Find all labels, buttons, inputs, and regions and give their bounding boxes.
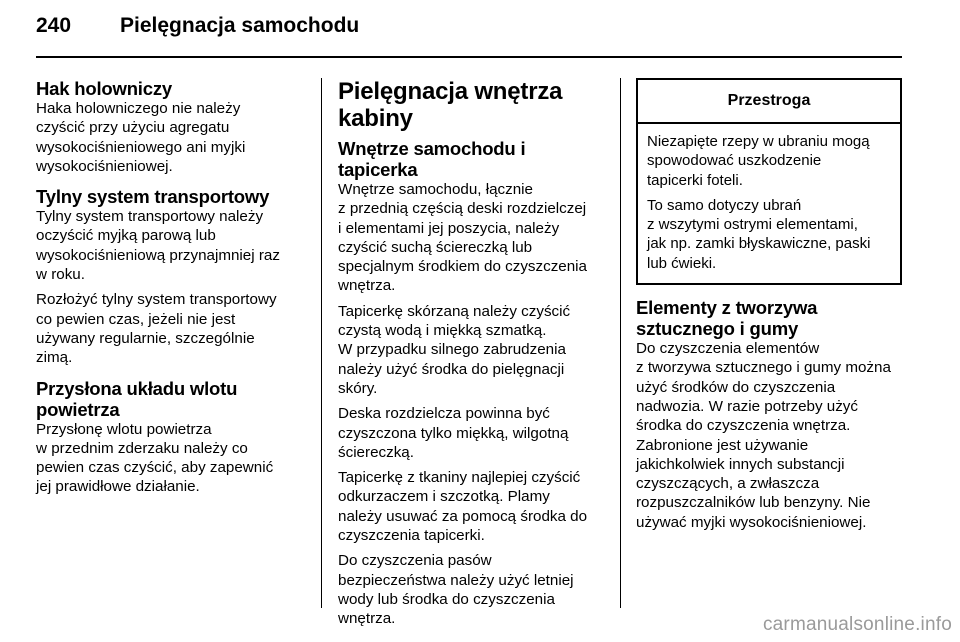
paragraph: Do czyszczenia elementów z tworzywa sztucznego i gumy można użyć środków do czyszczenia nadwozia. W razie potrzeby użyć środka do czyszczenia wnętrza. Zabronione jest używanie jakichkolwiek innych substancji czyszczących, a zwłaszcza rozpuszczalników lub benzyny. Nie używać myjki wysokociśnieniowej. xyxy=(636,340,891,531)
caution-body xyxy=(638,124,900,283)
column-1 xyxy=(36,78,304,507)
header-rule xyxy=(36,56,902,58)
watermark-text: carmanualsonline.info xyxy=(762,614,952,635)
chapter-title: Pielęgnacja samochodu xyxy=(120,14,360,37)
paragraph: To samo dotyczy ubrań z wszytymi ostrymi elementami, jak np. zamki błyskawiczne, paski lub ćwieki. xyxy=(647,196,871,272)
paragraph: Przysłonę wlotu powietrza w przednim zderzaku należy co pewien czas czyścić, aby zapewnić jej prawidłowe działanie. xyxy=(36,420,274,496)
section-heading: Elementy z tworzywa sztucznego i gumy xyxy=(636,297,818,340)
page-header xyxy=(36,14,359,38)
column-divider-2 xyxy=(620,78,621,608)
section-plastic-rubber xyxy=(636,297,904,532)
main-heading: Pielęgnacja wnętrza kabiny xyxy=(338,78,563,132)
section-heading: Przysłona układu wlotu powietrza xyxy=(36,377,238,420)
page-number: 240 xyxy=(36,14,72,37)
paragraph: Tylny system transportowy należy oczyścić myjką parową lub wysokociśnieniową przynajmniej raz w roku. xyxy=(36,208,280,284)
section-heading: Tylny system transportowy xyxy=(36,186,270,208)
caution-box xyxy=(636,78,902,285)
column-3 xyxy=(636,78,904,538)
caution-title: Przestroga xyxy=(638,80,900,124)
paragraph: Wnętrze samochodu, łącznie z przednią częścią deski rozdzielczej i elementami jej poszycia, należy czyścić suchą ściereczką lub specjalnym środkiem do czyszczenia wnętrza. xyxy=(338,181,587,295)
paragraph: Rozłożyć tylny system transportowy co pewien czas, jeżeli nie jest używany regularnie, szczególnie zimą. xyxy=(36,291,277,367)
column-divider-1 xyxy=(321,78,322,608)
paragraph: Haka holowniczego nie należy czyścić przy użyciu agregatu wysokociśnieniowego ani myjki wysokociśnieniowej. xyxy=(36,100,246,175)
section-heading: Hak holowniczy xyxy=(36,78,172,99)
sub-heading: Wnętrze samochodu i tapicerka xyxy=(338,138,526,180)
paragraph: Deska rozdzielcza powinna być czyszczona tylko miękką, wilgotną ściereczką. xyxy=(338,405,569,461)
section-tow-hook xyxy=(36,78,304,176)
paragraph: Niezapięte rzepy w ubraniu mogą spowodować uszkodzenie tapicerki foteli. xyxy=(647,133,870,189)
paragraph: Tapicerkę skórzaną należy czyścić czystą wodą i miękką szmatką. W przypadku silnego zabrudzenia należy użyć środka do pielęgnacji skóry. xyxy=(338,302,571,397)
section-air-intake-shutter xyxy=(36,378,304,497)
paragraph: Do czyszczenia pasów bezpieczeństwa należy użyć letniej wody lub środka do czyszczenia wnętrza. xyxy=(338,552,574,628)
paragraph: Tapicerkę z tkaniny najlepiej czyścić odkurzaczem i szczotką. Plamy należy usuwać za pomocą środka do czyszczenia tapicerki. xyxy=(338,469,588,545)
column-2 xyxy=(338,78,606,635)
section-rear-carrier xyxy=(36,186,304,367)
